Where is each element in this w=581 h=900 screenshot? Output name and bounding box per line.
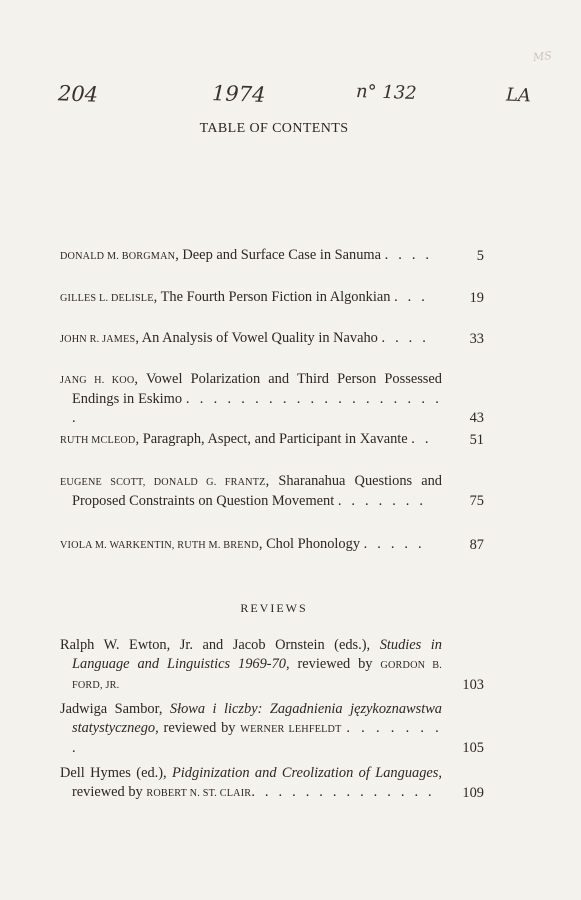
page-number: 103 (462, 677, 484, 693)
article-title: Paragraph, Aspect, and Participant in Xavante (142, 431, 408, 447)
author: RUTH MCLEOD (60, 435, 136, 446)
handwritten-year: 1974 (211, 81, 266, 107)
leader-dots: . . . (394, 289, 429, 305)
page-number: 33 (469, 331, 484, 347)
separator: , (134, 371, 139, 387)
review-entry (60, 636, 484, 695)
separator: , (265, 473, 270, 489)
article-title: An Analysis of Vowel Quality in Navaho (141, 330, 378, 346)
leader-dots: . . (411, 431, 432, 447)
article-title: Chol Phonology (266, 536, 361, 552)
page-number: 19 (469, 290, 484, 306)
author: GILLES L. DELISLE (60, 293, 154, 304)
leader-dots: . . . . . . . . (72, 720, 442, 756)
review-entry (60, 764, 484, 803)
reviewer: ROBERT N. ST. CLAIR (146, 788, 252, 799)
reviews-heading: REVIEWS (240, 601, 308, 615)
article-title: The Fourth Person Fiction in Algonkian (160, 289, 391, 305)
article-title: Sharanahua Questions and Proposed Constraints on Question Movement (72, 473, 443, 509)
review-source: Dell Hymes (ed.), (60, 765, 173, 781)
toc-entry (60, 535, 484, 555)
page-number: 43 (469, 410, 484, 426)
page-number: 105 (462, 740, 484, 756)
review-work-title: Studies in Language and Linguistics 1969-70 (72, 637, 442, 672)
handwritten-number: n° 132 (355, 80, 418, 105)
page-number: 5 (476, 248, 484, 264)
toc-entry (60, 370, 484, 428)
author: JOHN R. JAMES (60, 334, 136, 345)
leader-dots: . . . . . . . (337, 493, 427, 509)
review-connector: , reviewed by (72, 765, 443, 800)
separator: , (258, 536, 263, 552)
leader-dots: . . . . . . . . . . . . . . (251, 784, 435, 800)
toc-entry (60, 430, 484, 450)
review-source: Ralph W. Ewton, Jr. and Jacob Ornstein (eds.), (60, 637, 380, 653)
leader-dots: . . . . . . . . . . . . . . . . . . . . (72, 391, 442, 426)
review-source: Jadwiga Sambor, (60, 701, 170, 717)
leader-dots: . . . . . (363, 536, 425, 552)
handwritten-initials: LA (505, 84, 532, 107)
separator: , (135, 330, 139, 346)
leader-dots: . . . . (381, 330, 430, 346)
page-number: 75 (469, 493, 484, 509)
article-title: Vowel Polarization and Third Person Possessed Endings in Eskimo (72, 371, 442, 407)
author: DONALD M. BORGMAN (60, 251, 176, 262)
reviewer: WERNER LEHFELDT (240, 724, 342, 735)
review-connector: , reviewed by (285, 656, 381, 672)
review-work-title: Pidginization and Creolization of Languages (172, 765, 439, 781)
toc-entry (60, 246, 484, 266)
faint-pencil-mark: MS (532, 49, 553, 64)
review-entry (60, 700, 484, 758)
toc-entry (60, 329, 484, 349)
author: VIOLA M. WARKENTIN, RUTH M. BREND (60, 540, 259, 551)
toc-entry (60, 288, 484, 308)
article-title: Deep and Surface Case in Sanuma (182, 247, 382, 263)
author: JANG H. KOO (60, 375, 135, 386)
handwritten-note: 204 (57, 81, 99, 107)
review-connector: , reviewed by (155, 720, 241, 736)
page-number: 87 (469, 537, 484, 553)
separator: , (175, 247, 179, 263)
page-number: 51 (469, 432, 484, 448)
leader-dots: . . . . (384, 247, 433, 263)
separator: , (135, 431, 140, 447)
page-number: 109 (462, 785, 484, 801)
page-title: TABLE OF CONTENTS (199, 121, 349, 136)
separator: , (153, 289, 158, 305)
toc-entry (60, 472, 484, 511)
reviewer: GORDON B. FORD, JR. (72, 660, 442, 691)
review-work-title: Słowa i liczby: Zagadnienia językoznawstwa statystycznego (72, 701, 443, 736)
author: EUGENE SCOTT, DONALD G. FRANTZ (60, 477, 266, 488)
